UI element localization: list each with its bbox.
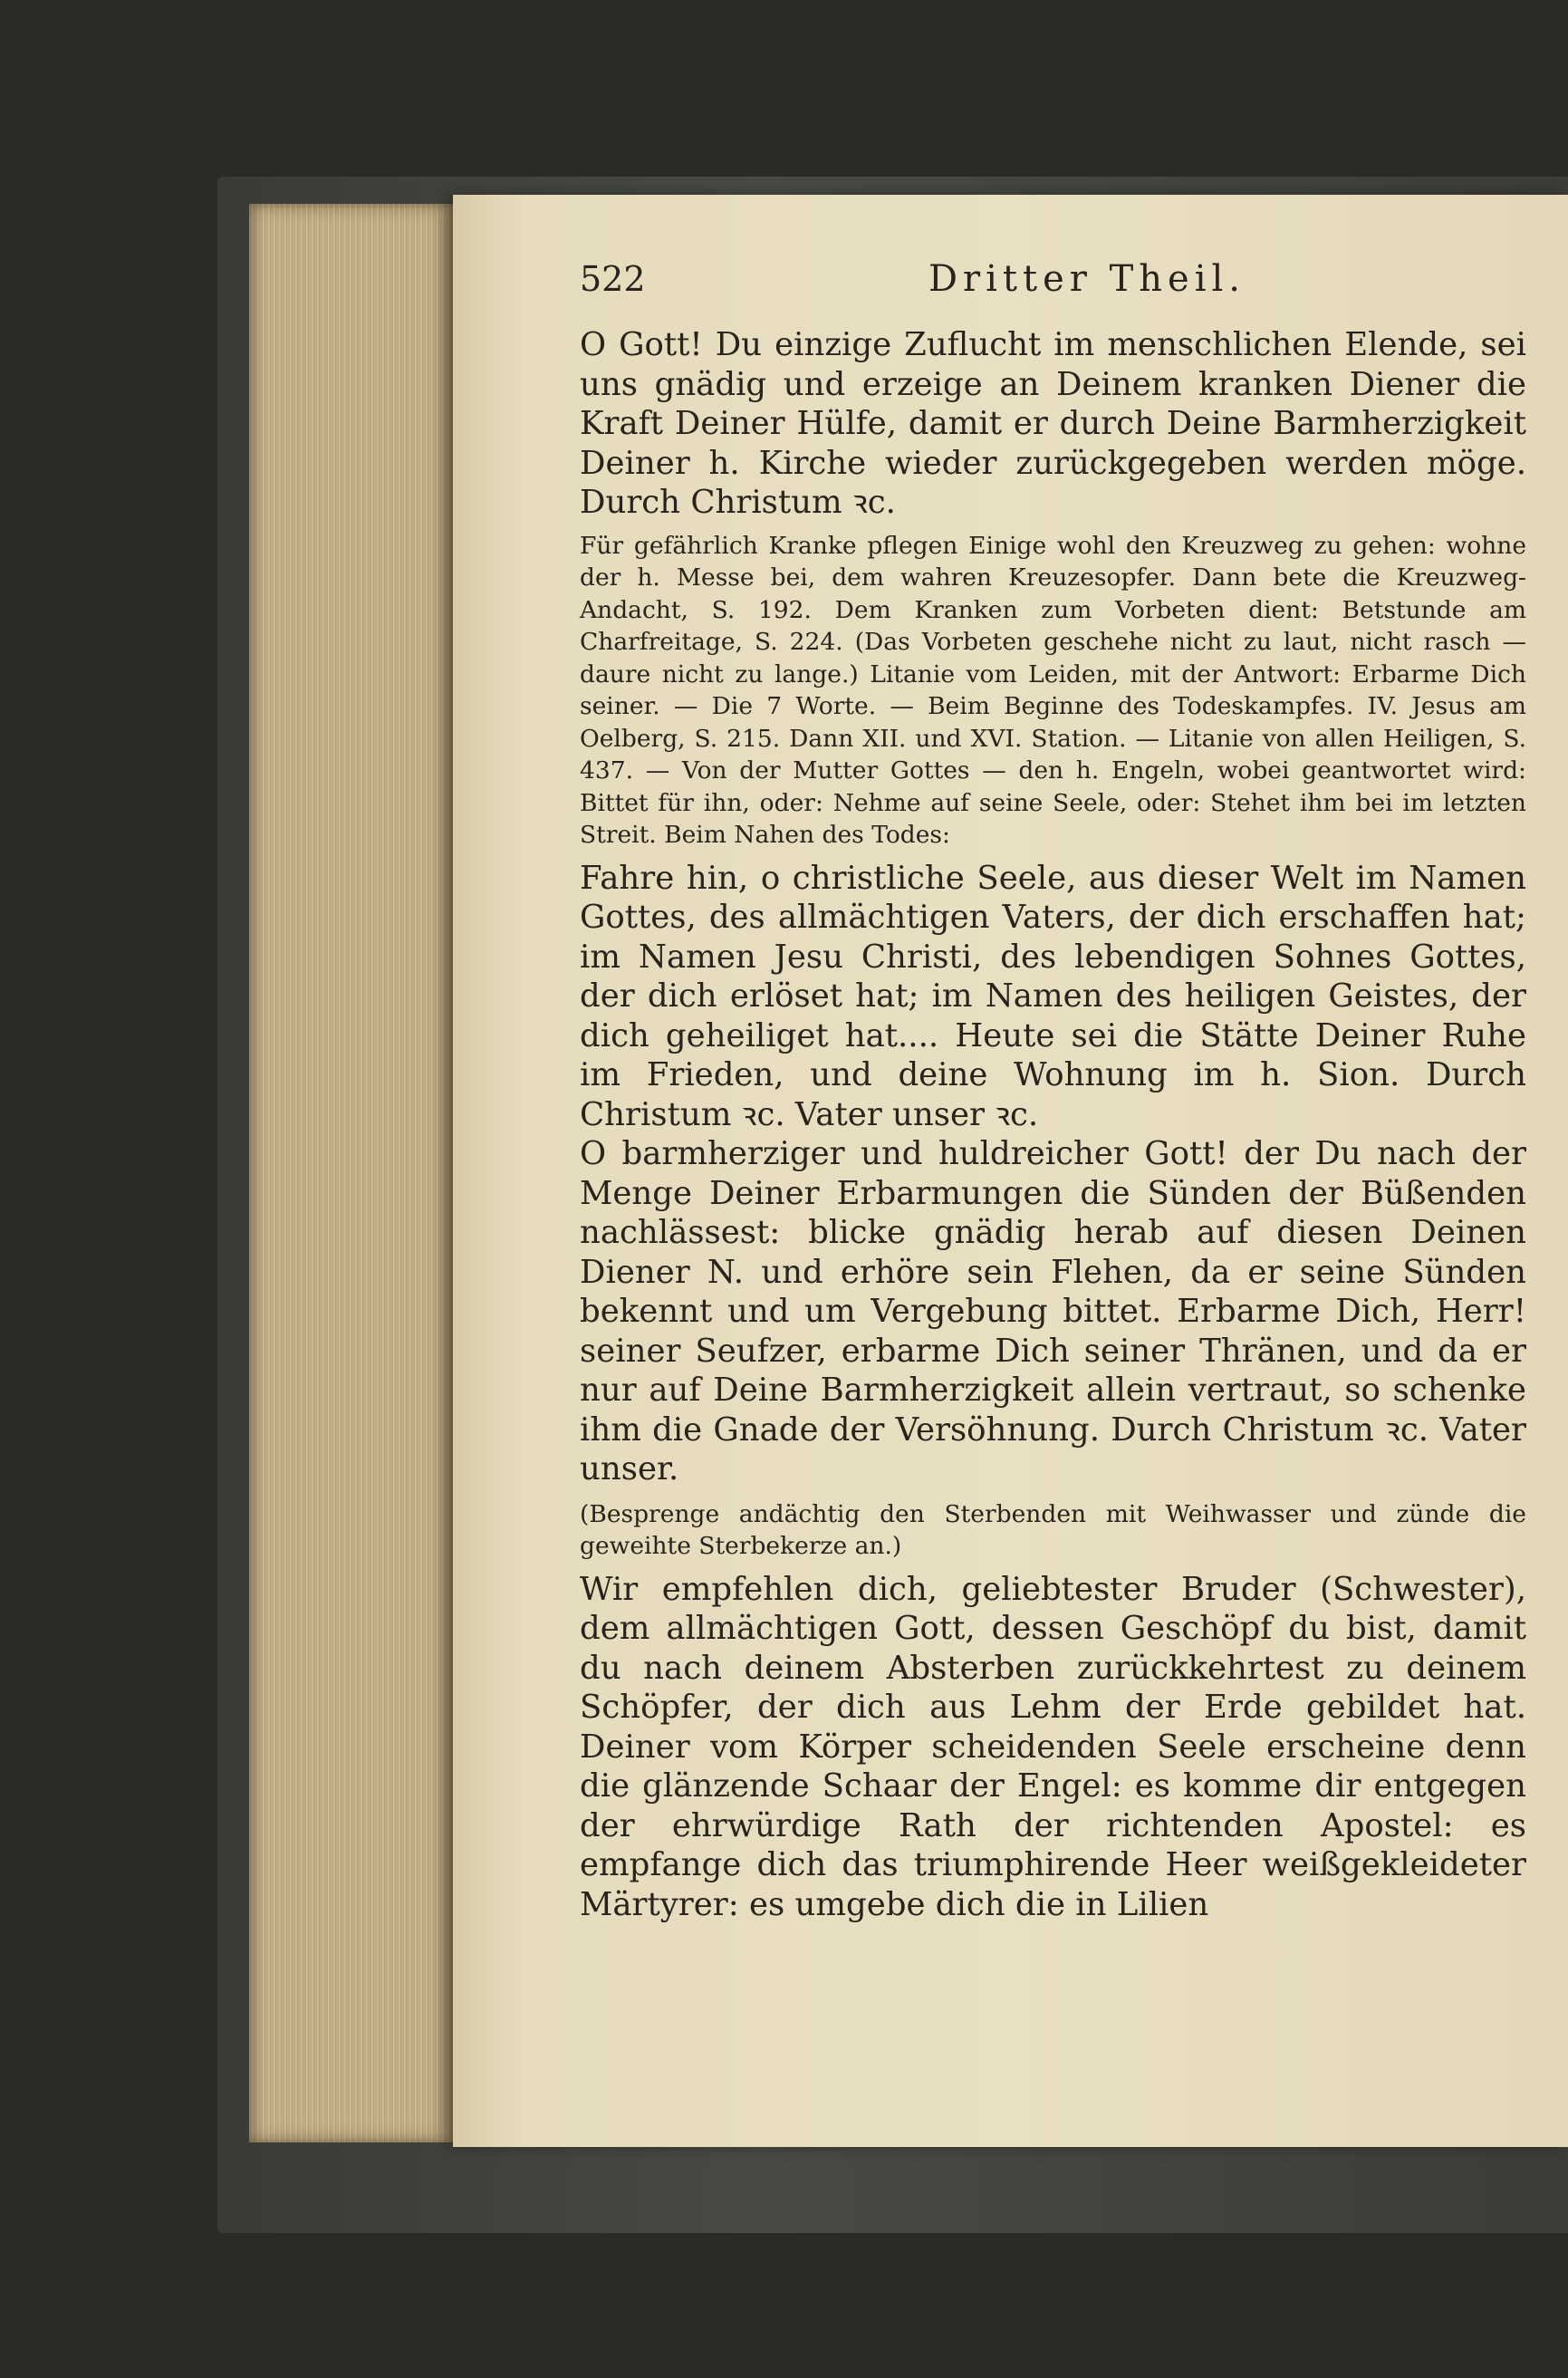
prayer-paragraph-1: O Gott! Du einzige Zuflucht im menschlichen Elende, sei uns gnädig und erzeige an Deinem kranken Diener die Kraft Deiner Hülfe, damit er durch Deine Barmherzigkeit Deiner h. Kirche wieder zurückgegeben werden möge. Durch Christum ꝛc. bbox=[580, 326, 1526, 521]
page-number: 522 bbox=[580, 259, 646, 299]
page-text bbox=[580, 258, 1526, 1924]
instruction-paragraph: Für gefährlich Kranke pflegen Einige wohl den Kreuzweg zu gehen: wohne der h. Messe bei, dem wahren Kreuzesopfer. Dann bete die Kreuzweg-Andacht, S. 192. Dem Kranken zum Vorbeten dient: Betstunde am Charfreitage, S. 224. (Das Vorbeten geschehe nicht zu laut, nicht rasch — daure nicht zu lange.) Litanie vom Leiden, mit der Antwort: Erbarme Dich seiner. — Die 7 Worte. — Beim Beginne des Todeskampfes. IV. Jesus am Oelberg, S. 215. Dann XII. und XVI. Station. — Litanie von allen Heiligen, S. 437. — Von der Mutter Gottes — den h. Engeln, wobei geantwortet wird: Bittet für ihn, oder: Nehme auf seine Seele, oder: Stehet ihm bei im letzten Streit. Beim Nahen des Todes: bbox=[580, 531, 1526, 849]
page-edges bbox=[249, 204, 457, 2142]
running-title: Dritter Theil. bbox=[928, 258, 1246, 300]
running-head bbox=[580, 258, 1526, 314]
prayer-paragraph-2: Fahre hin, o christliche Seele, aus dieser Welt im Namen Gottes, des allmächtigen Vaters, der dich erschaffen hat; im Namen Jesu Christi, des lebendigen Sohnes Gottes, der dich erlöset hat; im Namen des heiligen Geistes, der dich geheiliget hat.... Heute sei die Stätte Deiner Ruhe im Frieden, und deine Wohnung im h. Sion. Durch Christum ꝛc. Vater unser ꝛc. bbox=[580, 859, 1526, 1133]
prayer-paragraph-3: O barmherziger und huldreicher Gott! der Du nach der Menge Deiner Erbarmungen die Sünden der Büßenden nachlässest: blicke gnädig herab auf diesen Deinen Diener N. und erhöre sein Flehen, da er seine Sünden bekennt und um Vergebung bittet. Erbarme Dich, Herr! seiner Seufzer, erbarme Dich seiner Thränen, und da er nur auf Deine Barmherzigkeit allein vertraut, so schenke ihm die Gnade der Versöhnung. Durch Christum ꝛc. Vater unser. bbox=[580, 1135, 1526, 1487]
prayer-paragraph-4: Wir empfehlen dich, geliebtester Bruder (Schwester), dem allmächtigen Gott, dessen Geschöpf du bist, damit du nach deinem Absterben zurückkehrtest zu deinem Schöpfer, der dich aus Lehm der Erde gebildet hat. Deiner vom Körper scheidenden Seele erscheine denn die glänzende Schaar der Engel: es komme dir entgegen der ehrwürdige Rath der richtenden Apostel: es empfange dich das triumphirende Heer weißgekleideter Märtyrer: es umgebe dich die in Lilien bbox=[580, 1570, 1526, 1923]
rubric-paragraph: (Besprenge andächtig den Sterbenden mit Weihwasser und zünde die geweihte Sterbekerze an.) bbox=[580, 1499, 1526, 1560]
